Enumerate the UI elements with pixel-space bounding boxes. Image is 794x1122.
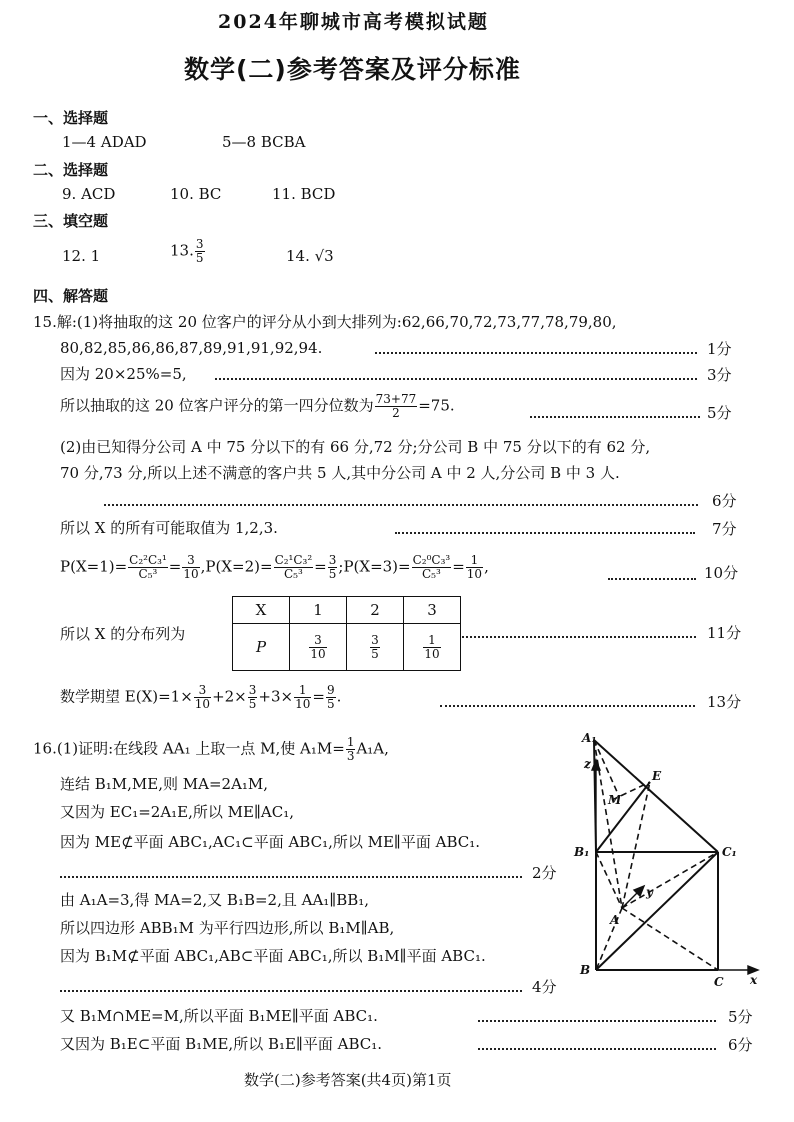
answers-5-8: 5—8 BCBA [222, 133, 306, 151]
label-a1: A₁ [582, 731, 597, 745]
score-mark: 5分 [707, 404, 732, 422]
label-x: x [750, 973, 758, 987]
q16-line-7: 所以四边形 ABB₁M 为平行四边形,所以 B₁M∥AB, [60, 919, 395, 937]
label-z: z [584, 757, 591, 771]
q15-line-2: 80,82,85,86,86,87,89,91,91,92,94. [60, 339, 323, 357]
q16-line-1: 16.(1)证明:在线段 AA₁ 上取一点 M,使 A₁M= $\frac{1}{3}$ A₁A, [33, 735, 389, 763]
q15-line-8: 所以 X 的所有可能取值为 1,2,3. [60, 519, 278, 537]
table-row [233, 597, 461, 624]
q15-line-1: 15.解:(1)将抽取的这 20 位客户的评分从小到大排列为:62,66,70,72,73,77,78,79,80, [33, 313, 617, 331]
q15-line-4: 所以抽取的这 20 位客户评分的第一四分位数为 $\frac{73+77}{2}$ =75. [60, 392, 455, 420]
leader-dots [530, 416, 700, 418]
prism-figure [560, 730, 770, 990]
label-b: B [580, 963, 591, 977]
leader-dots [608, 578, 696, 580]
section-heading-multi-choice: 二、选择题 [33, 161, 109, 179]
exam-title: 2024年聊城市高考模拟试题 [218, 11, 489, 33]
leader-dots [60, 990, 522, 992]
q16-line-2: 连结 B₁M,ME,则 MA=2A₁M, [60, 775, 269, 793]
score-mark: 6分 [728, 1036, 753, 1054]
table-cell: 2 [347, 597, 404, 624]
q16-line-3: 又因为 EC₁=2A₁E,所以 ME∥AC₁, [60, 803, 294, 821]
answer-12: 12. 1 [62, 247, 101, 265]
score-mark: 3分 [707, 366, 732, 384]
score-mark: 5分 [728, 1008, 753, 1026]
label-e: E [652, 769, 662, 783]
leader-dots [462, 636, 696, 638]
q15-line-3: 因为 20×25%=5, [60, 365, 187, 383]
section-heading-solutions: 四、解答题 [33, 287, 109, 305]
section-heading-fill-blank: 三、填空题 [33, 212, 109, 230]
section-heading-choice: 一、选择题 [33, 109, 109, 127]
page-title: 数学(二)参考答案及评分标准 [184, 55, 521, 84]
label-m: M [608, 793, 622, 807]
score-mark: 4分 [532, 978, 557, 996]
q15-probabilities: P(X=1)= $\frac{\text{C₂²C₃¹}}{\text{C₅³}}$ = $\frac{3}{10}$ ,P(X=2)= $\frac{\text{C₂¹C₃²}}{\text{C₅³}}$ = $\frac{3}{5}$ ;P(X=3)= $\frac{\text{C₂⁰C₃³}}{\text{C₅³}}$ = $\frac{1}{10}$ , [60, 553, 489, 581]
q15-line-6: 70 分,73 分,所以上述不满意的客户共 5 人,其中分公司 A 中 2 人,分公司 B 中 3 人. [60, 464, 620, 482]
answers-1-4: 1—4 ADAD [62, 133, 147, 151]
label-c1: C₁ [722, 845, 737, 859]
answer-9: 9. ACD [62, 185, 116, 203]
q16-line-11: 又因为 B₁E⊂平面 B₁ME,所以 B₁E∥平面 ABC₁. [60, 1035, 383, 1053]
page-footer: 数学(二)参考答案(共4页)第1页 [244, 1071, 452, 1089]
table-cell: $\frac{3}{10}$ [290, 624, 347, 671]
score-mark: 10分 [704, 564, 739, 582]
score-mark: 11分 [707, 624, 742, 642]
label-y: y [646, 885, 653, 899]
leader-dots [60, 876, 522, 878]
table-cell: P [233, 624, 290, 671]
score-mark: 2分 [532, 864, 557, 882]
leader-dots [104, 504, 698, 506]
label-b1: B₁ [574, 845, 590, 859]
answer-10: 10. BC [170, 185, 222, 203]
q16-line-4: 因为 ME⊄平面 ABC₁,AC₁⊂平面 ABC₁,所以 ME∥平面 ABC₁. [60, 833, 481, 851]
answer-14: 14. √3 [286, 247, 334, 265]
table-row [233, 624, 461, 671]
leader-dots [375, 352, 697, 354]
score-mark: 6分 [712, 492, 737, 510]
q15-expectation: 数学期望 E(X)=1× $\frac{3}{10}$ +2× $\frac{3}{5}$ +3× $\frac{1}{10}$ = $\frac{9}{5}$ . [60, 683, 342, 711]
edge-a-c [622, 908, 718, 970]
score-mark: 13分 [707, 693, 742, 711]
leader-dots [478, 1020, 716, 1022]
table-cell: $\frac{3}{5}$ [347, 624, 404, 671]
label-c: C [714, 975, 724, 989]
label-a: A [610, 913, 620, 927]
answer-11: 11. BCD [272, 185, 336, 203]
q16-line-6: 由 A₁A=3,得 MA=2,又 B₁B=2,且 AA₁∥BB₁, [60, 891, 370, 909]
table-cell: 1 [290, 597, 347, 624]
table-cell: $\frac{1}{10}$ [404, 624, 461, 671]
distribution-label: 所以 X 的分布列为 [60, 625, 186, 643]
leader-dots [478, 1048, 716, 1050]
answer-13: 13. $\frac{3}{5}$ [170, 237, 204, 265]
distribution-table [232, 596, 461, 671]
table-cell: 3 [404, 597, 461, 624]
q16-line-8: 因为 B₁M⊄平面 ABC₁,AB⊂平面 ABC₁,所以 B₁M∥平面 ABC₁. [60, 947, 486, 965]
score-mark: 7分 [712, 520, 737, 538]
edge-b-c1 [596, 852, 718, 970]
leader-dots [395, 532, 695, 534]
leader-dots [215, 378, 697, 380]
leader-dots [440, 705, 695, 707]
table-cell: X [233, 597, 290, 624]
q15-line-5: (2)由已知得分公司 A 中 75 分以下的有 66 分,72 分;分公司 B 中 75 分以下的有 62 分, [60, 438, 651, 456]
score-mark: 1分 [707, 340, 732, 358]
q16-line-10: 又 B₁M∩ME=M,所以平面 B₁ME∥平面 ABC₁. [60, 1007, 378, 1025]
